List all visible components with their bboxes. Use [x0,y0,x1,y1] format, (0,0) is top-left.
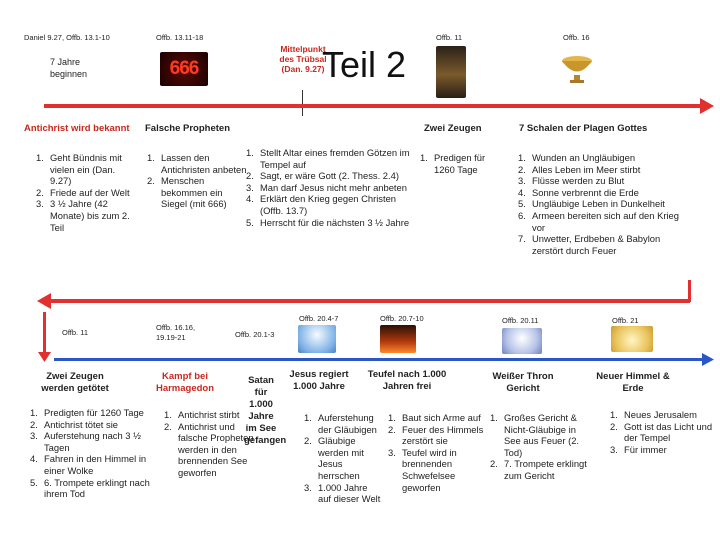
white-throne-image [502,328,542,354]
list-item: 6. Armeen bereiten sich auf den Krieg vor [518,209,679,233]
list-item: 1. Lassen den Antichristen anbeten [147,152,247,175]
list-item: 3. Man darf Jesus nicht mehr anbeten [246,181,407,193]
ref-offb20-11: Offb. 20.11 [502,316,539,325]
mark-666-text: 666 [169,58,199,79]
list-antichrist-acts [244,147,420,228]
list-item: 2. Feuer des Himmels zerstört sie [388,423,484,447]
list-seven-bowls [516,152,692,256]
timeline-arrow-middle [50,299,690,303]
list-armageddon [162,409,254,479]
list-item: 5. 6. Trompete erklingt nach ihrem Tod [30,476,150,500]
list-item: 2. Antichrist und falsche Propheten werden in den brennenden See geworfen [164,420,254,478]
list-item: 1. Baut sich Arme auf [388,412,481,423]
mark-666-image [160,52,208,86]
list-item: 1. Predigten für 1260 Tage [30,407,144,418]
arrow-connector-right [688,280,691,302]
arrow-head-right-icon [700,98,714,114]
list-item: 3. Für immer [610,443,667,455]
seven-years-label: 7 Jahre beginnen [50,57,88,79]
midpoint-tick [302,90,303,116]
arrow-down-left [43,312,46,354]
ref-offb11-top: Offb. 11 [436,33,462,42]
header-white-throne: Weißer Thron Gericht [492,371,554,394]
header-devil-freed: Teufel nach 1.000 Jahren frei [367,369,447,392]
header-two-witnesses: Zwei Zeugen [424,123,482,134]
list-item: 2. Antichrist tötet sie [30,418,118,430]
ref-offb21: Offb. 21 [612,316,639,325]
list-devil-freed [386,412,486,493]
header-antichrist-known: Antichrist wird bekannt [24,123,130,134]
list-item: 2. 7. Trompete erklingt zum Gericht [490,458,587,481]
list-item: 3. Auferstehung nach 3 ½ Tagen [30,430,141,453]
list-item: 3. 1.000 Jahre auf dieser Welt [304,481,381,505]
list-item: 1. Auferstehung der Gläubigen [304,412,377,435]
bowl-icon [560,48,594,88]
header-armageddon: Kampf bei Harmagedon [155,371,215,394]
list-item: 3. Flüsse werden zu Blut [518,175,625,187]
new-jerusalem-image [611,326,653,352]
midpoint-label: Mittelpunkt des Trübsal (Dan. 9.27) [279,44,327,74]
list-item: 4. Fahren in den Himmel in einer Wolke [30,453,147,476]
list-item: 3. 3 ½ Jahre (42 Monate) bis zum 2. Teil [36,198,130,233]
ref-offb20-7: Offb. 20.7-10 [380,314,424,323]
list-item: 2. Alles Leben im Meer stirbt [518,163,641,175]
list-item: 2. Friede auf der Welt [36,186,130,198]
arrow-head-down-icon [38,352,51,362]
list-item: 1. Antichrist stirbt [164,409,240,420]
list-item: 3. Teufel wird in brennenden Schwefelsee geworfen [388,446,457,493]
heaven-light-image [298,325,336,353]
page-title: Teil 2 [322,44,407,85]
arrow-head-right-blue-icon [702,353,714,366]
list-false-prophets [145,152,247,210]
list-item: 4. Erklärt den Krieg gegen Christen (Offb. 13.7) [246,193,397,216]
header-satan-bound: Satan für 1.000 Jahre im See gefangen [244,375,287,446]
list-item: 5. Herrscht für die nächsten 3 ½ Jahre [246,216,410,228]
list-item: 1. Stellt Altar eines fremden Götzen im Tempel auf [246,147,410,170]
timeline-arrow-top [44,104,704,108]
header-false-prophets: Falsche Propheten [145,123,230,134]
list-item: 1. Neues Jerusalem [610,409,697,420]
ref-offb13: Offb. 13.11-18 [156,33,204,42]
ref-offb20-1: Offb. 20.1-3 [235,330,275,339]
ref-offb20-4: Offb. 20.4-7 [299,314,339,323]
two-witnesses-image [436,46,466,98]
list-new-heaven [608,409,720,455]
list-item: 2. Menschen bekommen ein Siegel (mit 666) [147,175,227,210]
list-item: 1. Geht Bündnis mit vielen ein (Dan. 9.27) [36,152,122,187]
list-item: 4. Sonne verbrennt die Erde [518,186,639,198]
ref-offb11-mid: Offb. 11 [62,328,88,337]
list-item: 1. Wunden an Ungläubigen [518,152,636,163]
list-item: 1. Predigen für 1260 Tage [420,152,486,175]
ref-offb16-top: Offb. 16 [563,33,590,42]
header-seven-bowls: 7 Schalen der Plagen Gottes [519,123,648,134]
list-white-throne [488,412,594,482]
list-item: 7. Unwetter, Erdbeben & Babylon zerstört durch Feuer [518,233,661,256]
timeline-arrow-bottom [54,358,704,361]
list-item: 2. Gott ist das Licht und der Tempel [610,420,713,444]
arrow-head-left-icon [37,293,51,309]
list-item: 5. Ungläubige Leben in Dunkelheit [518,198,665,210]
list-two-witnesses [418,152,504,175]
header-jesus-reigns: Jesus regiert 1.000 Jahre [289,369,349,392]
golden-bowl-image [560,48,594,88]
fire-figure-image [380,325,416,353]
list-item: 2. Gläubige werden mit Jesus herrschen [304,435,364,481]
ref-daniel: Daniel 9.27, Offb. 13.1-10 [24,33,110,42]
list-jesus-reigns [302,412,382,505]
list-item: 1. Großes Gericht & Nicht-Gläubige in See aus Feuer (2. Tod) [490,412,580,458]
header-new-heaven: Neuer Himmel & Erde [596,371,670,394]
list-item: 2. Sagt, er wäre Gott (2. Thess. 2.4) [246,170,399,182]
ref-offb16-mid: Offb. 16.16, 19.19-21 [156,323,196,342]
list-antichrist-known [34,152,130,233]
header-witnesses-killed: Zwei Zeugen werden getötet [41,371,109,394]
list-witnesses-killed [28,407,156,500]
